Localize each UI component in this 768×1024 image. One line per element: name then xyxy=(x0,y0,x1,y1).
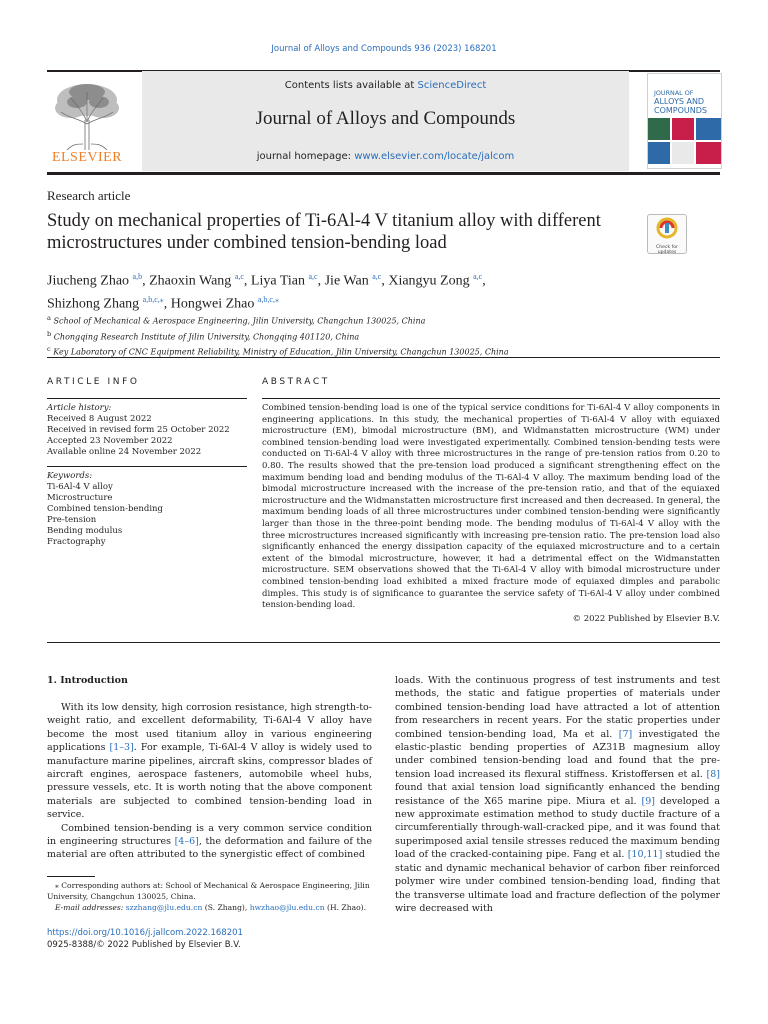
affiliation-item xyxy=(47,312,720,328)
history-item: Available online 24 November 2022 xyxy=(47,447,202,457)
footnotes xyxy=(47,880,372,913)
author-affiliation-marker[interactable]: a,c xyxy=(308,272,318,281)
article-type: Research article xyxy=(47,188,131,203)
homepage-prefix: journal homepage: xyxy=(256,151,355,162)
contents-line xyxy=(142,80,629,91)
citation-link[interactable]: [9] xyxy=(641,795,656,807)
paragraph xyxy=(47,701,372,822)
check-for-updates-icon xyxy=(648,215,686,241)
citation-link[interactable]: [10,11] xyxy=(627,849,663,861)
keywords-rule xyxy=(47,466,247,467)
abstract-end-rule xyxy=(47,642,720,643)
journal-title: Journal of Alloys and Compounds xyxy=(255,108,516,129)
email-link[interactable]: hwzhao@jlu.edu.cn xyxy=(249,903,325,912)
cover-graphic-icon xyxy=(648,118,721,168)
author-separator: , xyxy=(243,273,251,289)
affiliation-text: Chongqing Research Institute of Jilin University, Chongqing 401120, China xyxy=(51,332,360,342)
body-text: studied the static and dynamic mechanical behavior of carbon fiber reinforced polymer wire under combined tension-bending load, finding that the transverse ultimate load and fracture deflection of the polymer wire decreased with xyxy=(395,849,720,914)
keyword-item: Fractography xyxy=(47,537,106,547)
article-history xyxy=(47,403,247,458)
keyword-item: Pre-tension xyxy=(47,515,97,525)
article-info-rule xyxy=(47,398,247,399)
publisher-wordmark: ELSEVIER xyxy=(51,150,123,165)
abstract-heading: ABSTRACT xyxy=(262,377,330,387)
body-text: Combined tension-bending is a very common service condition in engineering structures xyxy=(47,822,372,848)
body-column-left xyxy=(47,701,372,862)
author-affiliation-marker[interactable]: a,b,c,⁎ xyxy=(142,294,164,304)
body-text: With its low density, high corrosion resistance, high strength-to-weight ratio, and excellent deformability, Ti-6Al-4 V alloy have become the most used titanium alloy in various engineering applications xyxy=(47,702,372,754)
homepage-link[interactable]: www.elsevier.com/locate/jalcom xyxy=(354,151,515,162)
issn-line: 0925-8388/© 2022 Published by Elsevier B.V. xyxy=(47,940,241,950)
cover-title-line: ALLOYS AND xyxy=(654,97,705,106)
journal-cover-thumbnail[interactable] xyxy=(647,73,722,169)
keyword-item: Microstructure xyxy=(47,493,113,503)
cover-title-line: COMPOUNDS xyxy=(654,106,707,115)
footnote-rule xyxy=(47,876,95,877)
body-column-right xyxy=(395,674,720,915)
running-head[interactable]: Journal of Alloys and Compounds 936 (2023) 168201 xyxy=(271,44,497,54)
doi-block xyxy=(47,927,243,951)
author-name: Jiucheng Zhao xyxy=(47,273,130,289)
affiliations xyxy=(47,312,720,359)
author-affiliation-marker[interactable]: a,c xyxy=(473,272,483,281)
email-owner: (H. Zhao). xyxy=(324,903,367,912)
author-separator: , xyxy=(163,296,171,312)
body-text: developed a new approximate estimation method to study ductile fracture of a circumferentially through-wall-cracked pipe, and it was found that superimposed axial tensile stresses reduced the maximum bending load of the cracked-containing pipe. Fang et al. xyxy=(395,795,720,861)
author-separator: , xyxy=(381,273,389,289)
email-label: E-mail addresses: xyxy=(55,903,126,912)
author-affiliation-marker[interactable]: a,b,c,⁎ xyxy=(257,294,279,304)
corresponding-author-note: ⁎ Corresponding authors at: School of Mechanical & Aerospace Engineering, Jilin University, Changchun 130025, China. xyxy=(47,881,370,901)
keyword-item: Combined tension-bending xyxy=(47,504,163,514)
body-text: loads. With the continuous progress of test instruments and test methods, the static and fatigue properties of materials under combined tension-bending load have attracted a lot of attention from researchers in recent years. For the static properties under combined tension-bending load, Ma et al. xyxy=(395,675,720,740)
affiliation-key: a xyxy=(47,314,51,322)
history-label: Article history: xyxy=(47,403,112,413)
citation-link[interactable]: [8] xyxy=(706,768,720,780)
history-item: Accepted 23 November 2022 xyxy=(47,436,173,446)
section-heading-introduction: 1. Introduction xyxy=(47,675,128,686)
check-for-updates-label: Check for updates xyxy=(656,245,678,255)
affiliation-item xyxy=(47,328,720,344)
author-separator: , xyxy=(482,273,486,289)
author-name: Zhaoxin Wang xyxy=(149,273,232,289)
article-info-heading: ARTICLE INFO xyxy=(47,377,140,387)
affiliation-text: School of Mechanical & Aerospace Engineering, Jilin University, Changchun 130025, China xyxy=(50,316,426,326)
author-name: Shizhong Zhang xyxy=(47,296,140,312)
body-text: , the deformation and failure of the material are often attributed to the synergistic effect of combined xyxy=(47,836,372,861)
citation-link[interactable]: [4–6] xyxy=(174,836,199,848)
author-affiliation-marker[interactable]: a,b xyxy=(132,272,143,281)
email-link[interactable]: szzhang@jlu.edu.cn xyxy=(125,903,203,912)
history-item: Received 8 August 2022 xyxy=(47,414,152,424)
paragraph xyxy=(47,822,372,862)
abstract-text: Combined tension-bending load is one of the typical service conditions for Ti-6Al-4 V alloy components in engineering applications. In this study, the mechanical properties of Ti-6Al-4 V alloy with equiaxed microstructure (EM), bimodal microstructure (BM), and Widmanstatten microstructure (WM) under combined tension-bending load were investigated experimentally. Combined tension-bending tests were conducted on Ti-6Al-4 V alloy with three microstructures in the range of pre-tension ratios from 0.20 to 0.80. The results showed that the pre-tension load produced a significant strengthening effect on the maximum bending load and bending modulus of the Ti-6Al-4 V alloy. The maximum bending load of the bimodal microstructure increased with the increase of the pre-tension ratio, and that of the equiaxed microstructure and the Widmanstatten microstructure first increased and then decreased. In general, the maximum bending loads of all three microstructures under combined tension-bending were significantly larger than those in the three-point bending mode. The bending modulus of Ti-6Al-4 V alloy with the three microstructures increased significantly with increasing pre-tension ratio. The pre-tension load also significantly enhanced the energy dissipation capacity of the equiaxed microstructure and to a certain extent of the bimodal microstructure, however, it had a detrimental effect on the Widmanstatten microstructure. SEM observations showed that the Ti-6Al-4 V alloy with bimodal microstructure under combined tension-bending load exhibited a mixed fracture mode of equiaxed dimples and parabolic dimples. This study is of significance to guarantee the service safety of Ti-6Al-4 V alloy under combined tension-bending load. xyxy=(262,403,720,611)
author-affiliation-marker[interactable]: a,c xyxy=(372,272,382,281)
doi-link[interactable]: https://doi.org/10.1016/j.jallcom.2022.168201 xyxy=(47,928,243,938)
author-name: Jie Wan xyxy=(324,273,369,289)
article-title: Study on mechanical properties of Ti-6Al-4 V titanium alloy with different microstructures under combined tension-bending load xyxy=(47,211,601,253)
keyword-item: Ti-6Al-4 V alloy xyxy=(47,482,113,492)
sciencedirect-link[interactable]: ScienceDirect xyxy=(417,80,487,91)
contents-prefix: Contents lists available at xyxy=(284,80,418,91)
keywords xyxy=(47,471,247,548)
keyword-item: Bending modulus xyxy=(47,526,123,536)
abstract-copyright: © 2022 Published by Elsevier B.V. xyxy=(572,614,720,624)
author-name: Hongwei Zhao xyxy=(170,296,255,312)
affiliation-key: c xyxy=(47,345,51,354)
email-owner: (S. Zhang), xyxy=(202,903,250,912)
homepage-line xyxy=(142,151,629,162)
body-text: . For example, Ti-6Al-4 V alloy is widely used to manufacture marine pipelines, aircraft skins, compressor blades of aircraft engines, aerospace fasteners, automobile wheel hubs, pressure vessels, etc. It is worth noting that the above component materials are subjected to combined tension-bending load in service. xyxy=(47,742,373,821)
body-text: investigated the elastic-plastic bending properties of AZ31B magnesium alloy under combined tension-bending load and found that the pre-tension load increased its flexural stiffness. Kristoffersen et al. xyxy=(395,728,720,780)
author-separator: , xyxy=(317,273,325,289)
author-name: Xiangyu Zong xyxy=(388,273,470,289)
history-item: Received in revised form 25 October 2022 xyxy=(47,425,230,435)
paragraph xyxy=(395,674,720,915)
citation-link[interactable]: [7] xyxy=(618,728,633,740)
affiliation-text: Key Laboratory of CNC Equipment Reliability, Ministry of Education, Jilin University, Changchun 130025, China xyxy=(50,347,509,357)
citation-link[interactable]: [1–3] xyxy=(109,742,134,754)
header-rule xyxy=(47,357,720,358)
affiliation-key: b xyxy=(47,329,52,338)
check-for-updates-button[interactable] xyxy=(647,214,687,254)
elsevier-tree-logo-icon xyxy=(47,78,127,152)
cover-title-line: JOURNAL OF xyxy=(654,89,694,97)
abstract-rule xyxy=(262,398,720,399)
author-name: Liya Tian xyxy=(250,273,305,289)
keywords-label: Keywords: xyxy=(47,471,93,481)
author-separator: , xyxy=(142,273,150,289)
author-affiliation-marker[interactable]: a,c xyxy=(234,272,244,281)
masthead-bottom-rule xyxy=(47,172,720,175)
body-text: found that axial tension load significantly enhanced the bending resistance of the X65 marine pipe. Miura et al. xyxy=(395,782,720,807)
author-list xyxy=(47,268,720,313)
